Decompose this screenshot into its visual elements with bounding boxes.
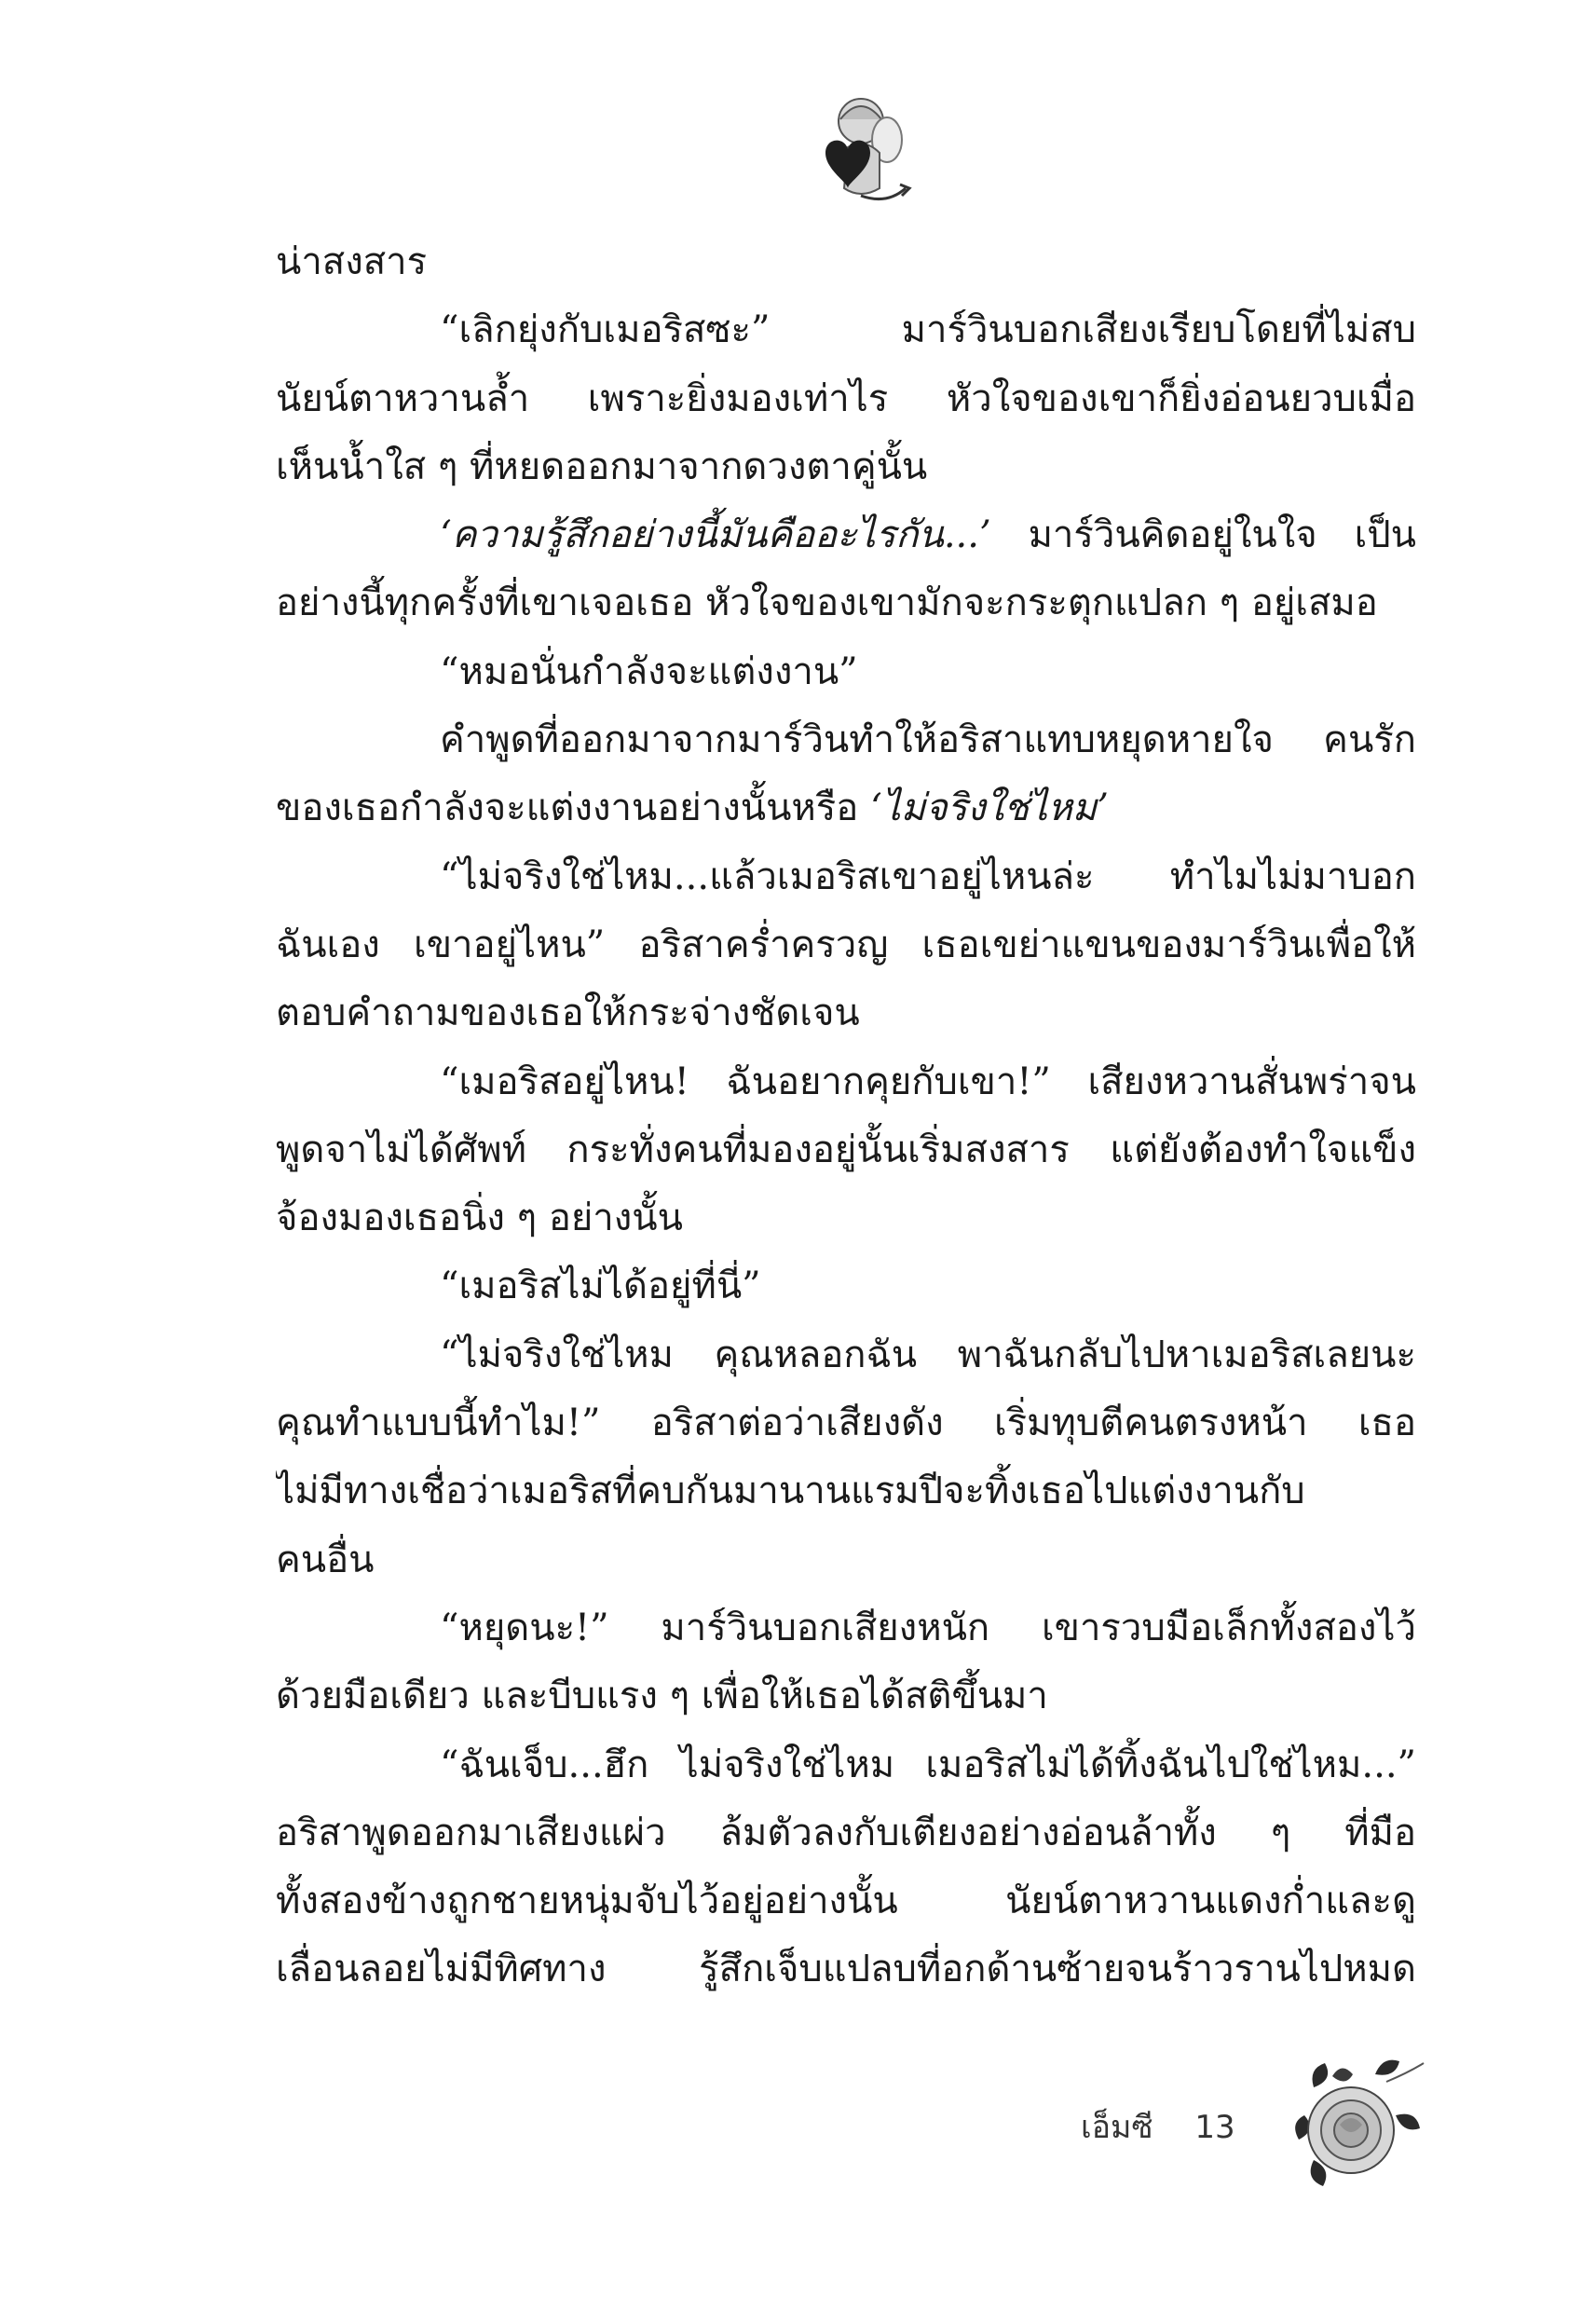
body-text	[276, 228, 1416, 2004]
text-line: “เมอริสไม่ได้อยู่ที่นี่”	[440, 1265, 761, 1308]
text-line: นัยน์ตาหวานล้ำ เพราะยิ่งมองเท่าไร หัวใจของเขาก็ยิ่งอ่อนยวบเมื่อ	[276, 376, 1416, 420]
text-line: อย่างนี้ทุกครั้งที่เขาเจอเธอ หัวใจของเขามักจะกระตุกแปลก ๆ อยู่เสมอ	[276, 581, 1378, 625]
text-segment: ของเธอกำลังจะแต่งงานอย่างนั้นหรือ	[276, 786, 871, 830]
text-segment: มาร์วินคิดอยู่ในใจ เป็น	[1028, 513, 1416, 557]
page-footer	[1081, 2101, 1235, 2152]
text-line: “ฉันเจ็บ...ฮึก ไม่จริงใช่ไหม เมอริสไม่ได้ทิ้งฉันไปใช่ไหม...”	[440, 1743, 1416, 1786]
text-line: “ไม่จริงใช่ไหม...แล้วเมอริสเขาอยู่ไหนล่ะ ทำไมไม่มาบอก	[440, 855, 1416, 898]
text-line: เลื่อนลอยไม่มีทิศทาง รู้สึกเจ็บแปลบที่อกด้านซ้ายจนร้าวรานไปหมด	[276, 1948, 1416, 1991]
italic-thought: ‘ความรู้สึกอย่างนี้มันคืออะไรกัน...’	[440, 513, 1029, 557]
text-line: จ้องมองเธอนิ่ง ๆ อย่างนั้น	[276, 1197, 683, 1240]
book-title: เอ็มซี	[1081, 2109, 1153, 2146]
text-line: “เลิกยุ่งกับเมอริสซะ” มาร์วินบอกเสียงเรียบโดยที่ไม่สบ	[440, 308, 1416, 352]
page-number: 13	[1194, 2109, 1235, 2146]
text-line: ฉันเอง เขาอยู่ไหน” อริสาคร่ำครวญ เธอเขย่าแขนของมาร์วินเพื่อให้	[276, 923, 1416, 966]
cupid-with-heart-icon	[783, 82, 922, 222]
italic-thought: ‘ไม่จริงใช่ไหม’	[870, 786, 1109, 830]
text-line	[276, 501, 1416, 569]
text-line: ไม่มีทางเชื่อว่าเมอริสที่คบกันมานานแรมปีจะทิ้งเธอไปแต่งงานกับ	[276, 1470, 1305, 1513]
text-line: คุณทำแบบนี้ทำไม!” อริสาต่อว่าเสียงดัง เริ่มทุบตีคนตรงหน้า เธอ	[276, 1402, 1416, 1445]
text-line: ด้วยมือเดียว และบีบแรง ๆ เพื่อให้เธอได้สติขึ้นมา	[276, 1675, 1048, 1718]
text-line: “หยุดนะ!” มาร์วินบอกเสียงหนัก เขารวบมือเล็กทั้งสองไว้	[440, 1606, 1416, 1649]
text-line: เห็นน้ำใส ๆ ที่หยดออกมาจากดวงตาคู่นั้น	[276, 444, 928, 488]
text-line: คำพูดที่ออกมาจากมาร์วินทำให้อริสาแทบหยุดหายใจ คนรัก	[440, 718, 1416, 762]
rose-flower-icon	[1286, 2050, 1425, 2190]
text-line: “ไม่จริงใช่ไหม คุณหลอกฉัน พาฉันกลับไปหาเมอริสเลยนะ	[440, 1333, 1416, 1376]
text-line: คนอื่น	[276, 1538, 375, 1581]
text-line: “เมอริสอยู่ไหน! ฉันอยากคุยกับเขา!” เสียงหวานสั่นพร่าจน	[440, 1060, 1416, 1103]
text-line: อริสาพูดออกมาเสียงแผ่ว ล้มตัวลงกับเตียงอย่างอ่อนล้าทั้ง ๆ ที่มือ	[276, 1811, 1416, 1854]
text-line: พูดจาไม่ได้ศัพท์ กระทั่งคนที่มองอยู่นั้นเริ่มสงสาร แต่ยังต้องทำใจแข็ง	[276, 1128, 1416, 1171]
text-line	[276, 774, 1416, 842]
text-line: “หมอนั่นกำลังจะแต่งงาน”	[440, 650, 858, 693]
text-line: ทั้งสองข้างถูกชายหนุ่มจับไว้อยู่อย่างนั้น นัยน์ตาหวานแดงก่ำและดู	[276, 1880, 1416, 1923]
text-line: น่าสงสาร	[276, 240, 428, 283]
text-line: ตอบคำถามของเธอให้กระจ่างชัดเจน	[276, 991, 860, 1035]
